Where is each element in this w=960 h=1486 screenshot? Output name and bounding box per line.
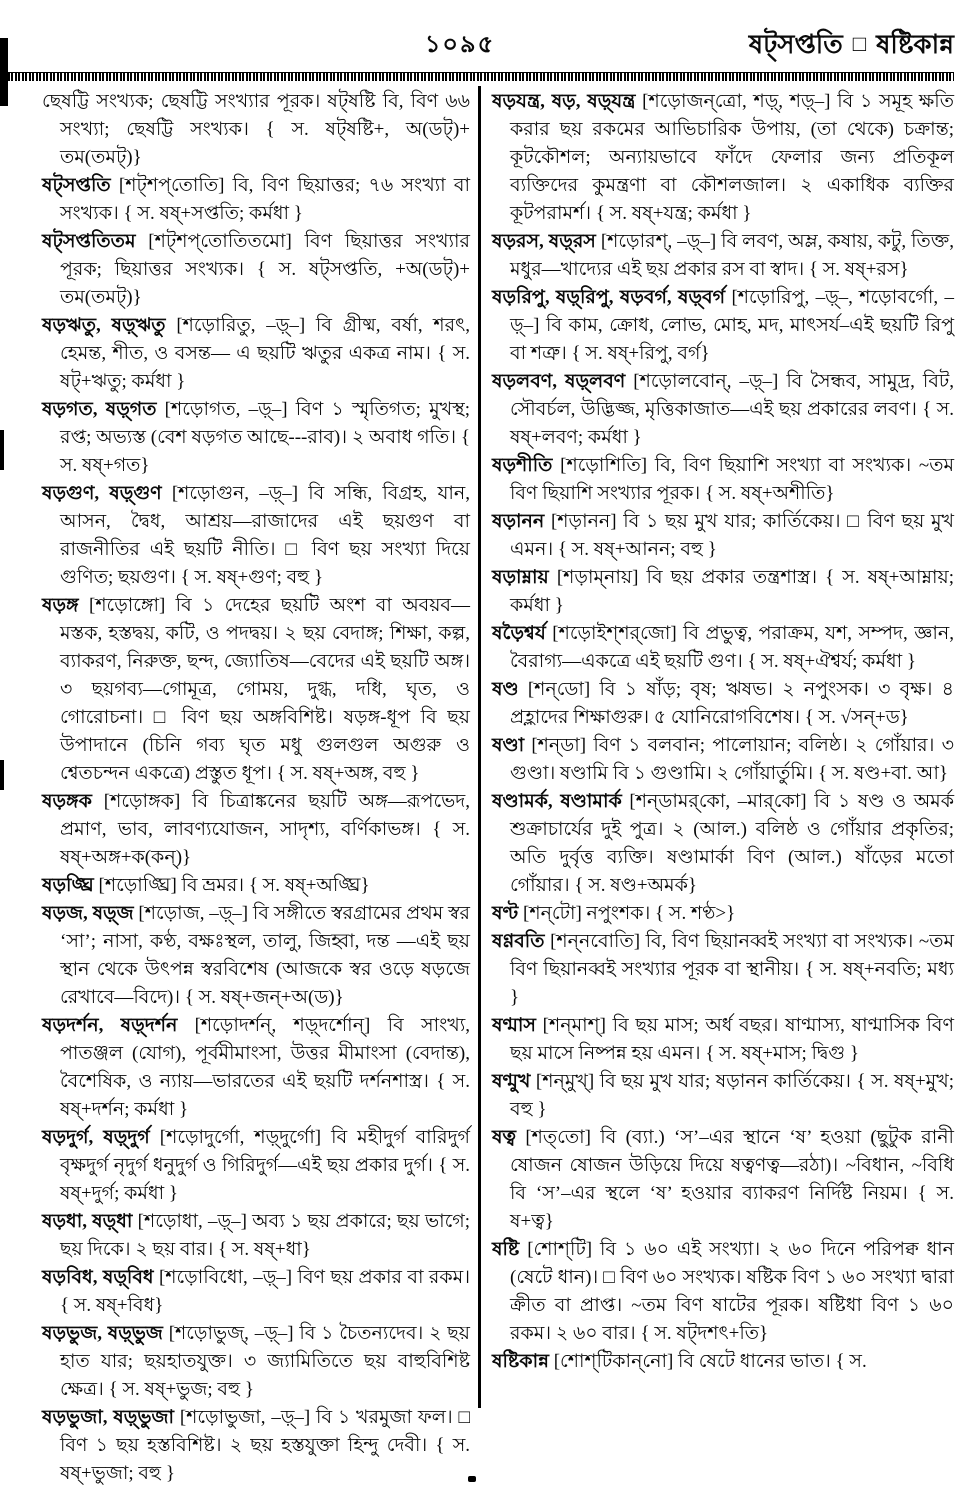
headword: ষড়ৈশ্বর্য — [492, 623, 546, 644]
entry-body: [শড়োবিধো, –ড়্‌–] বিণ ছয় প্রকার বা রকম। { স. ষষ্+বিধ} — [60, 1267, 470, 1316]
entry-body: [শড়োরিতু, –ড়্‌–] বি গ্রীষ্ম, বর্ষা, শরৎ, হেমন্ত, শীত, ও বসন্ত— এ ছয়টি ঋতুর একত্র নাম। { স. ষট্+ঋতু; কর্মধা } — [60, 315, 470, 392]
entry-body: [শড়োশিতি] বি, বিণ ছিয়াশি সংখ্যা বা সংখ্যক। ~তম বিণ ছিয়াশি সংখ্যার পূরক। { স. ষষ্+অশীতি} — [510, 455, 954, 504]
dictionary-entry — [492, 620, 954, 676]
entry-body: ছেষট্টি সংখ্যক; ছেষট্টি সংখ্যার পূরক। ষট্‌ষষ্টি বি, বিণ ৬৬ সংখ্যা; ছেষট্টি সংখ্যক। { স. ষট্‌ষষ্টি+, অ(ডট্)+ তম(তমট্)} — [42, 91, 470, 168]
headword: ষণ্ণবতি — [492, 931, 545, 952]
entry-body: [শন্‌ডা] বিণ ১ বলবান; পালোয়ান; বলিষ্ঠ। ২ গোঁয়ার। ৩ গুণ্ডা। ষণ্ডামি বি ১ গুণ্ডামি। ২ গোঁয়ার্তুমি। { স. ষণ্ড+বা. আ} — [510, 735, 954, 784]
dictionary-entry — [42, 1264, 470, 1320]
entry-body: [শড়াম্‌নায়] বি ছয় প্রকার তন্ত্রশাস্ত্র। { স. ষষ্+আম্নায়; কর্মধা } — [510, 567, 954, 616]
headword: ষষ্টি — [492, 1239, 520, 1260]
headword: ষড়ানন — [492, 511, 545, 532]
page-number: ১০৯৫ — [424, 32, 496, 58]
guide-word-left: ষট্‌সপ্ততি — [748, 30, 843, 59]
entry-body: [শড়োলবোন্, –ড়্‌–] বি সৈন্ধব, সামুদ্র, বিট, সৌবর্চল, উদ্ভিজ্জ, মৃত্তিকাজাত—এই ছয় প্রকারের লবণ। { স. ষষ্+লবণ; কর্মধা } — [510, 371, 954, 448]
dictionary-entry — [42, 312, 470, 396]
guide-word-right: ষষ্টিকান্ন — [876, 30, 954, 59]
dictionary-entry — [492, 900, 954, 928]
entry-body: [শড়ানন] বি ১ ছয় মুখ যার; কার্তিকেয়। □ বিণ ছয় মুখ এমন। { স. ষষ্+আনন; বহু } — [510, 511, 954, 560]
dictionary-entry — [42, 1208, 470, 1264]
entry-body: [শন্‌টো] নপুংশক। { স. শণ্ঠ>} — [518, 903, 736, 924]
headword: ষট্‌সপ্ততিতম — [42, 231, 136, 252]
entry-body: [শড়োজন্‌ত্রো, শড়্, শড়্‌–] বি ১ সমূহ ক্ষতি করার ছয় রকমের আভিচারিক উপায়, (তা থেকে) চক্রান্ত; কূটকৌশল; অন্যায়ভাবে ফাঁদে ফেলার জন্য প্রতিকূল ব্যক্তিদের কুমন্ত্রণা বা কৌশলজাল। ২ একাধিক ব্যক্তির কূটপরামর্শ। { স. ষষ্+যন্ত্র; কর্মধা } — [510, 91, 954, 224]
headword: ষড়রস, ষড়্‌রস — [492, 231, 596, 252]
scan-dot-artifact — [468, 1476, 476, 1482]
headword: ষড়ঙ্গ — [42, 595, 79, 616]
headword: ষণ্ডা — [492, 735, 525, 756]
dictionary-entry — [492, 1348, 954, 1376]
entry-body: [শড়োরশ্, –ড়্‌–] বি লবণ, অম্ল, কষায়, কটু, তিক্ত, মধুর—খাদ্যের এই ছয় প্রকার রস বা স্বাদ। { স. ষষ্+রস} — [510, 231, 954, 280]
entry-body: [শড়োধা, –ড়্‌–] অব্য ১ ছয় প্রকারে; ছয় ভাগে; ছয় দিকে। ২ ছয় বার। { স. ষষ্+ধা} — [60, 1211, 470, 1260]
dictionary-entry — [42, 788, 470, 872]
dictionary-entry — [42, 88, 470, 172]
entry-body: [শট্‌শপ্‌তোতি] বি, বিণ ছিয়াত্তর; ৭৬ সংখ্যা বা সংখ্যক। { স. ষষ্+সপ্ততি; কর্মধা } — [60, 175, 470, 224]
entry-body: [শড়োইশ্‌শর্‌জো] বি প্রভুত্ব, পরাক্রম, যশ, সম্পদ, জ্ঞান, বৈরাগ্য—একত্রে এই ছয়টি গুণ। { স. ষষ্+ঐশ্বর্য; কর্মধা } — [510, 623, 954, 672]
dictionary-entry — [492, 1124, 954, 1236]
running-head-guide-words — [749, 24, 954, 68]
dictionary-entry — [492, 88, 954, 228]
headword: ষট্‌সপ্ততি — [42, 175, 111, 196]
dictionary-entry — [42, 1124, 470, 1208]
dictionary-entry — [492, 732, 954, 788]
entry-body: [শন্‌ডামর্‌কো, –মার্‌কো] বি ১ ষণ্ড ও অমর্ক শুক্রাচার্যের দুই পুত্র। ২ (আল.) বলিষ্ঠ ও গোঁয়ার প্রকৃতির; অতি দুর্বৃত্ত ব্যক্তি। ষণ্ডামার্কা বিণ (আল.) ষাঁড়ের মতো গোঁয়ার। { স. ষণ্ড+অমর্ক} — [510, 791, 954, 896]
dictionary-entry — [42, 1404, 470, 1486]
entry-body: [শড়োগত, –ড়্‌–] বিণ ১ স্মৃতিগত; মুখস্থ; রপ্ত; অভ্যস্ত (বেশ ষড়গত আছে---রাব)। ২ অবাধ গতি। { স. ষষ্+গত} — [60, 399, 470, 476]
headword: ষড়শীতি — [492, 455, 553, 476]
headword: ষণ্ডামর্ক, ষণ্ডামার্ক — [492, 791, 622, 812]
entry-body: [শড়োঙ্ঘ্রি] বি ভ্রমর। { স. ষষ্+অঙ্ঘ্রি} — [93, 875, 370, 896]
headword: ষণ্ড — [492, 679, 519, 700]
entry-body: [শড়োদুর্গো, শড়্‌দুর্গো] বি মহীদুর্গ বারিদুর্গ বৃক্ষদুর্গ নৃদুর্গ ধনুদুর্গ ও গিরিদুর্গ—এই ছয় প্রকার দুর্গ। { স. ষষ্+দুর্গ; কর্মধা } — [60, 1127, 471, 1204]
entry-body: [শন্‌মুখ্] বি ছয় মুখ যার; ষড়ানন কার্তিকেয়। { স. ষষ্+মুখ; বহু } — [510, 1071, 954, 1120]
dictionary-entry — [492, 368, 954, 452]
entry-body: [শন্‌মাশ্] বি ছয় মাস; অর্ধ বছর। ষাণ্মাস্য, ষাণ্মাসিক বিণ ছয় মাসে নিষ্পন্ন হয় এমন। { স. ষষ্+মাস; দ্বিগু } — [510, 1015, 954, 1064]
dictionary-entry — [492, 564, 954, 620]
dictionary-entry — [492, 788, 954, 900]
column-divider — [478, 86, 481, 1408]
entry-body: [শড়োরিপু, –ড়্‌–, শড়োবর্গো, –ড়্‌–] বি কাম, ক্রোধ, লোভ, মোহ, মদ, মাৎসর্য–এই ছয়টি রিপু বা শত্রু। { স. ষষ্+রিপু, বর্গ} — [510, 287, 954, 364]
scan-edge-artifact — [0, 760, 4, 790]
headword: ষড়দুর্গ, ষড়্‌দুর্গ — [42, 1127, 150, 1148]
dictionary-entry — [492, 1012, 954, 1068]
headword: ষড়ভুজা, ষড়্‌ভুজা — [42, 1407, 174, 1428]
entry-body: [শড়োভুজ্, –ড়্‌–] বি ১ চৈতন্যদেব। ২ ছয় হাত যার; ছয়হাতযুক্ত। ৩ জ্যামিতিতে ছয় বাহুবিশিষ্ট ক্ষেত্র। { স. ষষ্+ভুজ; বহু } — [60, 1323, 470, 1400]
headword: ষড়বিধ, ষড়্‌বিধ — [42, 1267, 154, 1288]
dictionary-entry — [492, 284, 954, 368]
headword: ষত্ব — [492, 1127, 516, 1148]
entry-body: [শড়োঙ্গক] বি চিত্রাঙ্কনের ছয়টি অঙ্গ—রূপভেদ, প্রমাণ, ভাব, লাবণ্যযোজন, সাদৃশ্য, বর্ণিকাভঙ্গ। { স. ষষ্+অঙ্গ+ক(কন্)} — [60, 791, 470, 868]
dictionary-entry — [42, 396, 470, 480]
headword: ষড়জ, ষড়্‌জ — [42, 903, 134, 924]
dictionary-entry — [42, 592, 470, 788]
headword: ষড়গুণ, ষড়্‌গুণ — [42, 483, 162, 504]
dictionary-entry — [492, 228, 954, 284]
headword: ষণ্ট — [492, 903, 519, 924]
dictionary-entry — [492, 452, 954, 508]
entry-body: [শোশ্‌টি] বি ১ ৬০ এই সংখ্যা। ২ ৬০ দিনে পরিপক্ব ধান (ষেটে ধান)। □ বিণ ৬০ সংখ্যক। ষষ্টিক বিণ ১ ৬০ সংখ্যা দ্বারা ক্রীত বা প্রাপ্ত। ~তম বিণ ষাটের পূরক। ষষ্টিধা বিণ ১ ৬০ রকম। ২ ৬০ বার। { স. ষট্‌দশৎ+তি} — [510, 1239, 954, 1344]
headword: ষড়ঋতু, ষড়্‌ঋতু — [42, 315, 166, 336]
dictionary-entry — [492, 676, 954, 732]
entry-body: [শড়োদর্শন্, শড়্‌দর্শোন্] বি সাংখ্য, পাতঞ্জল (যোগ), পূর্বমীমাংসা, উত্তর মীমাংসা (বেদান্ত), বৈশেষিক, ও ন্যায়—ভারতের এই ছয়টি দর্শনশাস্ত্র। { স. ষষ্+দর্শন; কর্মধা } — [60, 1015, 470, 1120]
headword: ষড়ঙ্ঘ্রি — [42, 875, 94, 896]
dictionary-entry — [492, 1068, 954, 1124]
headword: ষড়ভুজ, ষড়্‌ভুজ — [42, 1323, 163, 1344]
entry-body: [শত্‌তো] বি (ব্যা.) ‘স’–এর স্থানে ‘ষ’ হওয়া (ছুটুক রানী ষোজন ষোজন উড়িয়ে দিয়ে ষত্বণত্ব—রঠা)। ~বিধান, ~বিধি বি ‘স’–এর স্থলে ‘ষ’ হওয়ার ব্যাকরণ নির্দিষ্ট নিয়ম। { স. ষ+ত্ব} — [510, 1127, 954, 1232]
right-column — [492, 88, 954, 1376]
dictionary-entry — [492, 928, 954, 1012]
dictionary-entry — [42, 228, 470, 312]
headword: ষষ্টিকান্ন — [492, 1351, 549, 1372]
dictionary-entry — [42, 900, 470, 1012]
left-column — [42, 88, 470, 1486]
entry-body: [শোশ্‌টিকান্‌নো] বি ষেটে ধানের ভাত। { স. — [548, 1351, 867, 1372]
headword: ষড়ধা, ষড়্‌ধা — [42, 1211, 133, 1232]
dictionary-entry — [492, 1236, 954, 1348]
headword: ষড়যন্ত্র, ষড়, ষড়্‌যন্ত্র — [492, 91, 636, 112]
entry-body: [শড়োজ, –ড়্‌–] বি সঙ্গীতে স্বরগ্রামের প্রথম স্বর ‘সা’; নাসা, কণ্ঠ, বক্ষঃস্থল, তালু, জিহ্বা, দন্ত —এই ছয় স্থান থেকে উৎপন্ন স্বরবিশেষ (আজকে স্বর ওড়ে ষড়জে রেখাবে—বিদে)। { স. ষষ্+জন্+অ(ড)} — [60, 903, 470, 1008]
dictionary-entry — [42, 1012, 470, 1124]
dictionary-entry — [42, 872, 470, 900]
entry-body: [শড়োগুন, –ড়্‌–] বি সন্ধি, বিগ্রহ, যান, আসন, দ্বৈধ, আশ্রয়—রাজাদের এই ছয়গুণ বা রাজনীতির এই ছয়টি নীতি। □ বিণ ছয় সংখ্যা দিয়ে গুণিত; ছয়গুণ। { স. ষষ্+গুণ; বহু } — [60, 483, 470, 588]
entry-body: [শট্‌শপ্‌তোতিতমো] বিণ ছিয়াত্তর সংখ্যার পূরক; ছিয়াত্তর সংখ্যক। { স. ষট্‌সপ্ততি, +অ(ডট্)+ তম(তমট্)} — [60, 231, 470, 308]
box-separator-icon: □ — [852, 31, 867, 56]
ornamental-rule — [8, 72, 954, 82]
dictionary-entry — [42, 1320, 470, 1404]
headword: ষড়গত, ষড়্‌গত — [42, 399, 157, 420]
headword: ষড়লবণ, ষড়্‌লবণ — [492, 371, 626, 392]
headword: ষড়াম্নায় — [492, 567, 549, 588]
entry-body: [শন্‌ডো] বি ১ ষাঁড়; বৃষ; ঋষভ। ২ নপুংসক। ৩ বৃক্ষ। ৪ প্রহ্লাদের শিক্ষাগুরু। ৫ যোনিরোগবিশেষ। { স. √সন্+ড} — [510, 679, 954, 728]
scan-edge-artifact — [0, 430, 4, 470]
entry-body: [শড়োঙ্গো] বি ১ দেহের ছয়টি অংশ বা অবয়ব— মস্তক, হস্তদ্বয়, কটি, ও পদদ্বয়। ২ ছয় বেদাঙ্গ; শিক্ষা, কল্প, ব্যাকরণ, নিরুক্ত, ছন্দ, জ্যোতিষ—বেদের এই ছয়টি অঙ্গ। ৩ ছয়গব্য—গোমূত্র, গোময়, দুগ্ধ, দধি, ঘৃত, ও গোরোচনা। □ বিণ ছয় অঙ্গবিশিষ্ট। ষড়ঙ্গ-ধূপ বি ছয় উপাদানে (চিনি গব্য ঘৃত মধু গুলগুল অগুরু ও শ্বেতচন্দন একত্রে) প্রস্তুত ধূপ। { স. ষষ্+অঙ্গ, বহু } — [60, 595, 470, 784]
entry-body: [শন্‌নবোতি] বি, বিণ ছিয়ানব্বই সংখ্যা বা সংখ্যক। ~তম বিণ ছিয়ানব্বই সংখ্যার পূরক বা স্থানীয়। { স. ষষ্+নবতি; মধ্য } — [510, 931, 954, 1008]
headword: ষণ্মাস — [492, 1015, 536, 1036]
headword: ষণ্মুখ — [492, 1071, 531, 1092]
dictionary-entry — [42, 172, 470, 228]
dictionary-entry — [42, 480, 470, 592]
entry-body: [শড়োভুজা, –ড়্‌–] বি ১ খরমুজা ফল। □ বিণ ১ ছয় হস্তবিশিষ্ট। ২ ছয় হস্তযুক্তা হিন্দু দেবী। { স. ষষ্+ভুজা; বহু } — [60, 1407, 470, 1484]
headword: ষড়ঙ্গক — [42, 791, 92, 812]
headword: ষড়দর্শন, ষড়্‌দর্শন — [42, 1015, 178, 1036]
headword: ষড়রিপু, ষড়্‌রিপু, ষড়বর্গ, ষড়্‌বর্গ — [492, 287, 726, 308]
dictionary-entry — [492, 508, 954, 564]
scan-edge-artifact — [0, 38, 8, 106]
